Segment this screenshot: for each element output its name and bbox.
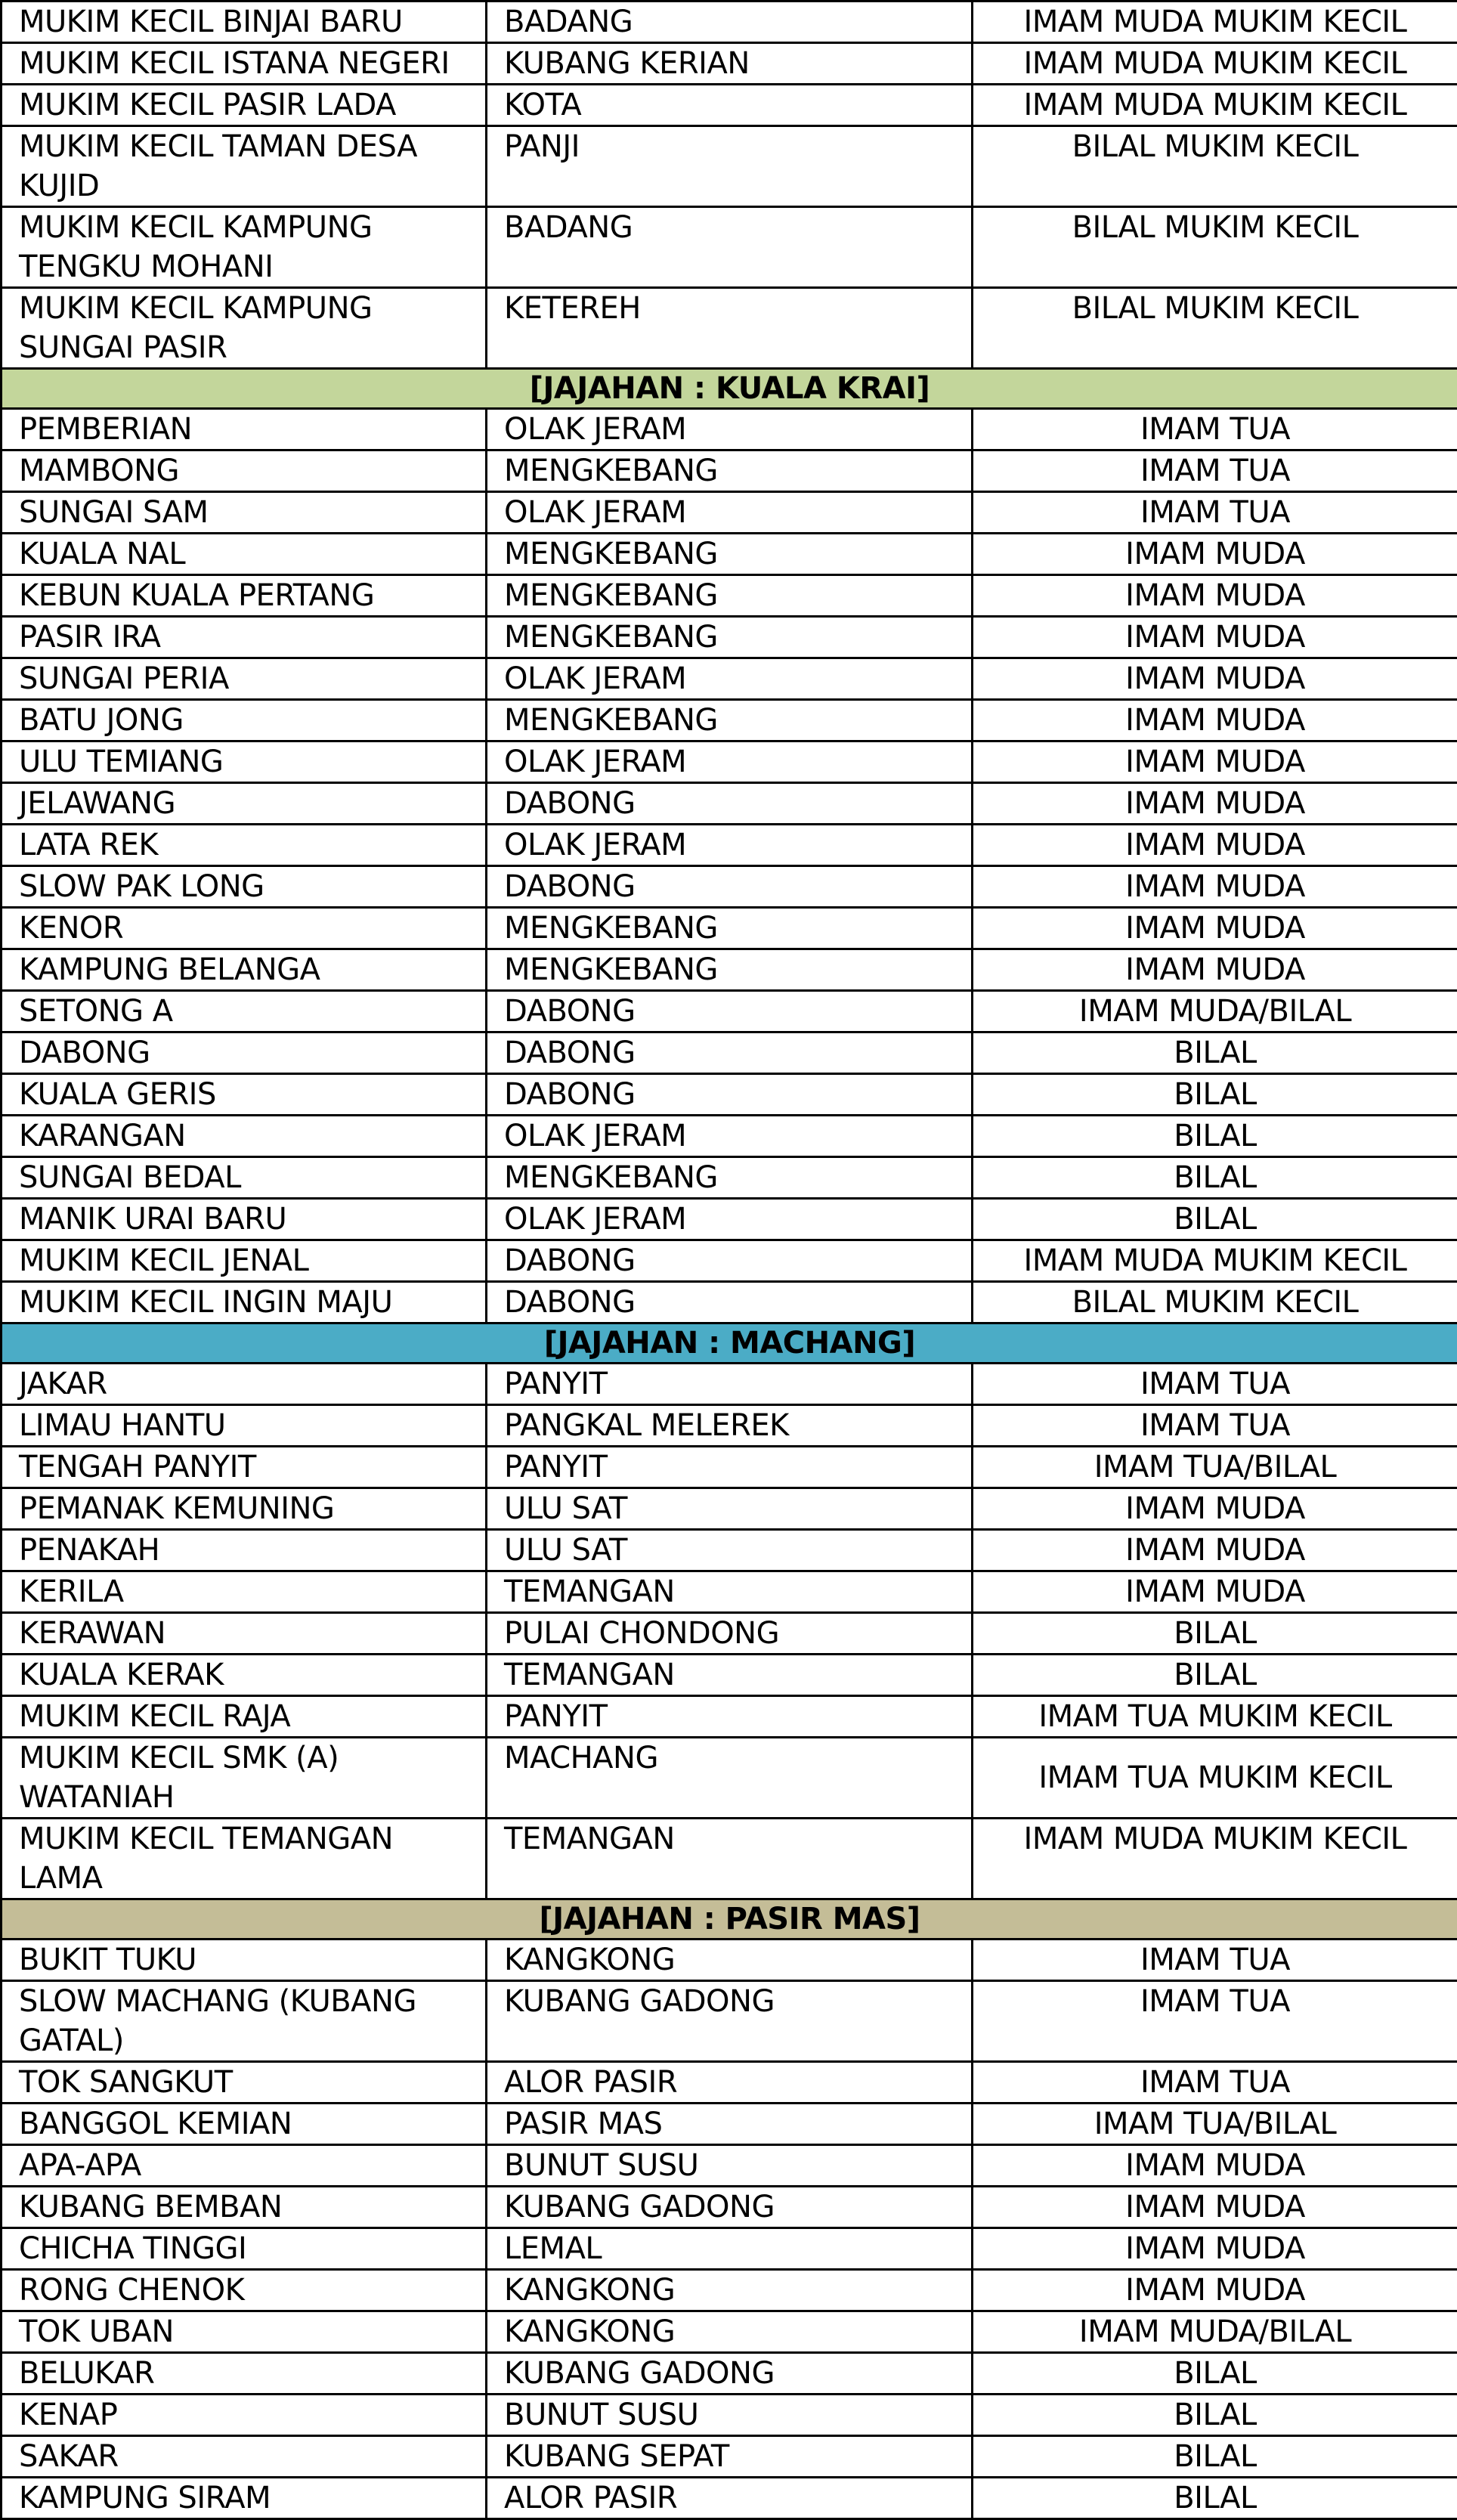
- role-cell: IMAM MUDA: [973, 2187, 1457, 2228]
- table-row: [2, 1655, 1457, 1696]
- table-row: [2, 1157, 1457, 1199]
- table-row: [2, 1981, 1457, 2062]
- place-cell: SAKAR: [2, 2436, 487, 2478]
- place-cell: CHICHA TINGGI: [2, 2228, 487, 2270]
- mukim-cell: MENGKEBANG: [487, 700, 973, 741]
- place-cell: KERILA: [2, 1571, 487, 1613]
- place-cell: MUKIM KECIL RAJA: [2, 1696, 487, 1738]
- mukim-cell: PASIR MAS: [487, 2104, 973, 2145]
- mukim-cell: OLAK JERAM: [487, 409, 973, 450]
- table-row: [2, 1738, 1457, 1819]
- mukim-cell: KUBANG GADONG: [487, 1981, 973, 2062]
- table-row: [2, 1613, 1457, 1655]
- role-cell: IMAM MUDA: [973, 700, 1457, 741]
- role-cell: IMAM MUDA/BILAL: [973, 991, 1457, 1032]
- section-header-pasir-mas: [2, 1899, 1457, 1940]
- section-header-kuala-krai: [2, 369, 1457, 409]
- role-cell: IMAM MUDA: [973, 825, 1457, 866]
- mukim-cell: PANYIT: [487, 1696, 973, 1738]
- place-cell: BUKIT TUKU: [2, 1940, 487, 1981]
- mukim-cell: TEMANGAN: [487, 1571, 973, 1613]
- mukim-cell: MENGKEBANG: [487, 1157, 973, 1199]
- role-cell: BILAL: [973, 1074, 1457, 1116]
- place-cell: SUNGAI BEDAL: [2, 1157, 487, 1199]
- table-row: [2, 949, 1457, 991]
- mukim-cell: MENGKEBANG: [487, 575, 973, 617]
- mukim-cell: PULAI CHONDONG: [487, 1613, 973, 1655]
- place-cell: JELAWANG: [2, 783, 487, 825]
- place-cell: KENAP: [2, 2395, 487, 2436]
- role-cell: BILAL: [973, 1613, 1457, 1655]
- mukim-cell: PANGKAL MELEREK: [487, 1405, 973, 1447]
- mukim-cell: TEMANGAN: [487, 1819, 973, 1899]
- mukim-cell: BUNUT SUSU: [487, 2395, 973, 2436]
- place-cell: JAKAR: [2, 1364, 487, 1405]
- role-cell: IMAM MUDA: [973, 1488, 1457, 1530]
- table-row: [2, 2, 1457, 43]
- table-row: [2, 1199, 1457, 1240]
- role-cell: IMAM MUDA: [973, 866, 1457, 908]
- mukim-cell: KOTA: [487, 85, 973, 126]
- role-cell: IMAM TUA MUKIM KECIL: [973, 1738, 1457, 1819]
- mukim-cell: ALOR PASIR: [487, 2062, 973, 2104]
- place-cell: KARANGAN: [2, 1116, 487, 1157]
- mukim-cell: DABONG: [487, 1240, 973, 1282]
- place-cell: KUALA KERAK: [2, 1655, 487, 1696]
- mukim-cell: MACHANG: [487, 1738, 973, 1819]
- place-cell: RONG CHENOK: [2, 2270, 487, 2311]
- table-row: [2, 492, 1457, 534]
- role-cell: BILAL: [973, 1116, 1457, 1157]
- role-cell: IMAM MUDA: [973, 617, 1457, 658]
- table-row: [2, 2187, 1457, 2228]
- table-row: [2, 2478, 1457, 2519]
- role-cell: IMAM TUA: [973, 1364, 1457, 1405]
- mukim-cell: KANGKONG: [487, 1940, 973, 1981]
- place-cell: MUKIM KECIL SMK (A) WATANIAH: [2, 1738, 487, 1819]
- mukim-cell: ULU SAT: [487, 1488, 973, 1530]
- place-cell: BELUKAR: [2, 2353, 487, 2395]
- role-cell: BILAL: [973, 2478, 1457, 2519]
- role-cell: BILAL: [973, 1199, 1457, 1240]
- place-cell: KUALA NAL: [2, 534, 487, 575]
- table-row: [2, 1940, 1457, 1981]
- role-cell: IMAM TUA/BILAL: [973, 2104, 1457, 2145]
- place-cell: SUNGAI SAM: [2, 492, 487, 534]
- mukim-cell: KUBANG SEPAT: [487, 2436, 973, 2478]
- place-cell: SLOW PAK LONG: [2, 866, 487, 908]
- table-row: [2, 908, 1457, 949]
- place-cell: MUKIM KECIL BINJAI BARU: [2, 2, 487, 43]
- table-row: [2, 450, 1457, 492]
- table-row: [2, 1530, 1457, 1571]
- place-cell: KAMPUNG BELANGA: [2, 949, 487, 991]
- mukim-cell: MENGKEBANG: [487, 450, 973, 492]
- table-row: [2, 2228, 1457, 2270]
- role-cell: BILAL: [973, 2353, 1457, 2395]
- place-cell: PASIR IRA: [2, 617, 487, 658]
- role-cell: IMAM TUA: [973, 2062, 1457, 2104]
- table-row: [2, 2145, 1457, 2187]
- place-cell: SETONG A: [2, 991, 487, 1032]
- place-cell: MANIK URAI BARU: [2, 1199, 487, 1240]
- role-cell: IMAM MUDA: [973, 534, 1457, 575]
- place-cell: MUKIM KECIL ISTANA NEGERI: [2, 43, 487, 85]
- role-cell: BILAL MUKIM KECIL: [973, 1282, 1457, 1323]
- table-row: [2, 2270, 1457, 2311]
- table-row: [2, 1447, 1457, 1488]
- role-cell: IMAM TUA: [973, 492, 1457, 534]
- mukim-cell: DABONG: [487, 1282, 973, 1323]
- role-cell: IMAM TUA MUKIM KECIL: [973, 1696, 1457, 1738]
- place-cell: KENOR: [2, 908, 487, 949]
- place-cell: APA-APA: [2, 2145, 487, 2187]
- place-cell: ULU TEMIANG: [2, 741, 487, 783]
- place-cell: BANGGOL KEMIAN: [2, 2104, 487, 2145]
- table-row: [2, 1819, 1457, 1899]
- table-row: [2, 207, 1457, 288]
- table-row: [2, 1488, 1457, 1530]
- place-cell: SUNGAI PERIA: [2, 658, 487, 700]
- role-cell: IMAM MUDA MUKIM KECIL: [973, 1819, 1457, 1899]
- role-cell: IMAM TUA: [973, 1940, 1457, 1981]
- place-cell: MUKIM KECIL PASIR LADA: [2, 85, 487, 126]
- role-cell: BILAL: [973, 1032, 1457, 1074]
- mukim-cell: KUBANG KERIAN: [487, 43, 973, 85]
- table-row: [2, 2311, 1457, 2353]
- table-row: [2, 825, 1457, 866]
- table-row: [2, 288, 1457, 369]
- place-cell: LIMAU HANTU: [2, 1405, 487, 1447]
- mukim-cell: DABONG: [487, 1074, 973, 1116]
- role-cell: IMAM MUDA: [973, 783, 1457, 825]
- table-row: [2, 741, 1457, 783]
- place-cell: BATU JONG: [2, 700, 487, 741]
- table-row: [2, 783, 1457, 825]
- place-cell: MUKIM KECIL KAMPUNG SUNGAI PASIR: [2, 288, 487, 369]
- table-row: [2, 1405, 1457, 1447]
- place-cell: KEBUN KUALA PERTANG: [2, 575, 487, 617]
- place-cell: MUKIM KECIL INGIN MAJU: [2, 1282, 487, 1323]
- role-cell: IMAM MUDA: [973, 741, 1457, 783]
- mukim-cell: MENGKEBANG: [487, 949, 973, 991]
- table-row: [2, 991, 1457, 1032]
- role-cell: BILAL: [973, 2436, 1457, 2478]
- place-cell: SLOW MACHANG (KUBANG GATAL): [2, 1981, 487, 2062]
- role-cell: IMAM MUDA: [973, 1530, 1457, 1571]
- role-cell: IMAM MUDA: [973, 658, 1457, 700]
- section-title: [JAJAHAN : KUALA KRAI]: [2, 369, 1457, 409]
- table-row: [2, 409, 1457, 450]
- mukim-cell: OLAK JERAM: [487, 1116, 973, 1157]
- place-cell: KUALA GERIS: [2, 1074, 487, 1116]
- mukim-cell: ALOR PASIR: [487, 2478, 973, 2519]
- mukim-cell: BADANG: [487, 207, 973, 288]
- table-row: [2, 2436, 1457, 2478]
- mukim-cell: KANGKONG: [487, 2270, 973, 2311]
- mukim-cell: BADANG: [487, 2, 973, 43]
- place-cell: PEMANAK KEMUNING: [2, 1488, 487, 1530]
- table-row: [2, 1032, 1457, 1074]
- role-cell: IMAM TUA: [973, 409, 1457, 450]
- mukim-cell: KUBANG GADONG: [487, 2353, 973, 2395]
- role-cell: IMAM TUA: [973, 1981, 1457, 2062]
- role-cell: BILAL MUKIM KECIL: [973, 126, 1457, 207]
- table-row: [2, 1696, 1457, 1738]
- place-cell: TENGAH PANYIT: [2, 1447, 487, 1488]
- place-cell: DABONG: [2, 1032, 487, 1074]
- role-cell: IMAM MUDA MUKIM KECIL: [973, 1240, 1457, 1282]
- role-cell: IMAM TUA: [973, 450, 1457, 492]
- table-row: [2, 85, 1457, 126]
- place-cell: MUKIM KECIL TAMAN DESA KUJID: [2, 126, 487, 207]
- role-cell: IMAM MUDA: [973, 949, 1457, 991]
- mukim-cell: KUBANG GADONG: [487, 2187, 973, 2228]
- mukim-cell: DABONG: [487, 1032, 973, 1074]
- role-cell: IMAM MUDA MUKIM KECIL: [973, 2, 1457, 43]
- section-header-machang: [2, 1323, 1457, 1364]
- mukim-cell: KETEREH: [487, 288, 973, 369]
- section-title: [JAJAHAN : MACHANG]: [2, 1323, 1457, 1364]
- table-row: [2, 2062, 1457, 2104]
- role-cell: BILAL: [973, 1157, 1457, 1199]
- role-cell: IMAM MUDA MUKIM KECIL: [973, 43, 1457, 85]
- table-row: [2, 1282, 1457, 1323]
- role-cell: IMAM MUDA/BILAL: [973, 2311, 1457, 2353]
- role-cell: IMAM MUDA: [973, 2270, 1457, 2311]
- role-cell: IMAM TUA/BILAL: [973, 1447, 1457, 1488]
- mukim-cell: KANGKONG: [487, 2311, 973, 2353]
- mukim-cell: BUNUT SUSU: [487, 2145, 973, 2187]
- table-row: [2, 1074, 1457, 1116]
- role-cell: IMAM MUDA: [973, 908, 1457, 949]
- table-row: [2, 2395, 1457, 2436]
- place-cell: MUKIM KECIL JENAL: [2, 1240, 487, 1282]
- table-row: [2, 617, 1457, 658]
- role-cell: BILAL MUKIM KECIL: [973, 207, 1457, 288]
- table-row: [2, 866, 1457, 908]
- mukim-cell: DABONG: [487, 783, 973, 825]
- place-cell: PENAKAH: [2, 1530, 487, 1571]
- mukim-cell: ULU SAT: [487, 1530, 973, 1571]
- table-row: [2, 658, 1457, 700]
- table-row: [2, 2353, 1457, 2395]
- place-cell: MAMBONG: [2, 450, 487, 492]
- mukim-cell: OLAK JERAM: [487, 658, 973, 700]
- place-cell: MUKIM KECIL TEMANGAN LAMA: [2, 1819, 487, 1899]
- place-cell: LATA REK: [2, 825, 487, 866]
- mukim-cell: MENGKEBANG: [487, 617, 973, 658]
- place-cell: PEMBERIAN: [2, 409, 487, 450]
- mukim-cell: MENGKEBANG: [487, 908, 973, 949]
- mukim-cell: OLAK JERAM: [487, 1199, 973, 1240]
- table-row: [2, 43, 1457, 85]
- table-row: [2, 1116, 1457, 1157]
- table-row: [2, 1571, 1457, 1613]
- mukim-cell: PANYIT: [487, 1364, 973, 1405]
- place-cell: TOK SANGKUT: [2, 2062, 487, 2104]
- role-cell: IMAM MUDA: [973, 2228, 1457, 2270]
- role-cell: IMAM MUDA: [973, 2145, 1457, 2187]
- table-row: [2, 1364, 1457, 1405]
- role-cell: IMAM MUDA: [973, 575, 1457, 617]
- role-cell: IMAM MUDA MUKIM KECIL: [973, 85, 1457, 126]
- mukim-cell: DABONG: [487, 866, 973, 908]
- place-cell: MUKIM KECIL KAMPUNG TENGKU MOHANI: [2, 207, 487, 288]
- mukim-cell: LEMAL: [487, 2228, 973, 2270]
- table-row: [2, 534, 1457, 575]
- role-cell: BILAL MUKIM KECIL: [973, 288, 1457, 369]
- place-cell: KUBANG BEMBAN: [2, 2187, 487, 2228]
- mukim-cell: OLAK JERAM: [487, 492, 973, 534]
- place-cell: KAMPUNG SIRAM: [2, 2478, 487, 2519]
- mukim-cell: MENGKEBANG: [487, 534, 973, 575]
- table-row: [2, 700, 1457, 741]
- role-cell: BILAL: [973, 2395, 1457, 2436]
- place-cell: TOK UBAN: [2, 2311, 487, 2353]
- mukim-cell: OLAK JERAM: [487, 825, 973, 866]
- table-row: [2, 575, 1457, 617]
- role-cell: IMAM TUA: [973, 1405, 1457, 1447]
- table-row: [2, 126, 1457, 207]
- mukim-cell: TEMANGAN: [487, 1655, 973, 1696]
- role-cell: BILAL: [973, 1655, 1457, 1696]
- mukim-cell: OLAK JERAM: [487, 741, 973, 783]
- role-cell: IMAM MUDA: [973, 1571, 1457, 1613]
- mukim-cell: PANYIT: [487, 1447, 973, 1488]
- table-row: [2, 2104, 1457, 2145]
- mukim-cell: PANJI: [487, 126, 973, 207]
- table-row: [2, 1240, 1457, 1282]
- section-title: [JAJAHAN : PASIR MAS]: [2, 1899, 1457, 1940]
- mukim-cell: DABONG: [487, 991, 973, 1032]
- place-cell: KERAWAN: [2, 1613, 487, 1655]
